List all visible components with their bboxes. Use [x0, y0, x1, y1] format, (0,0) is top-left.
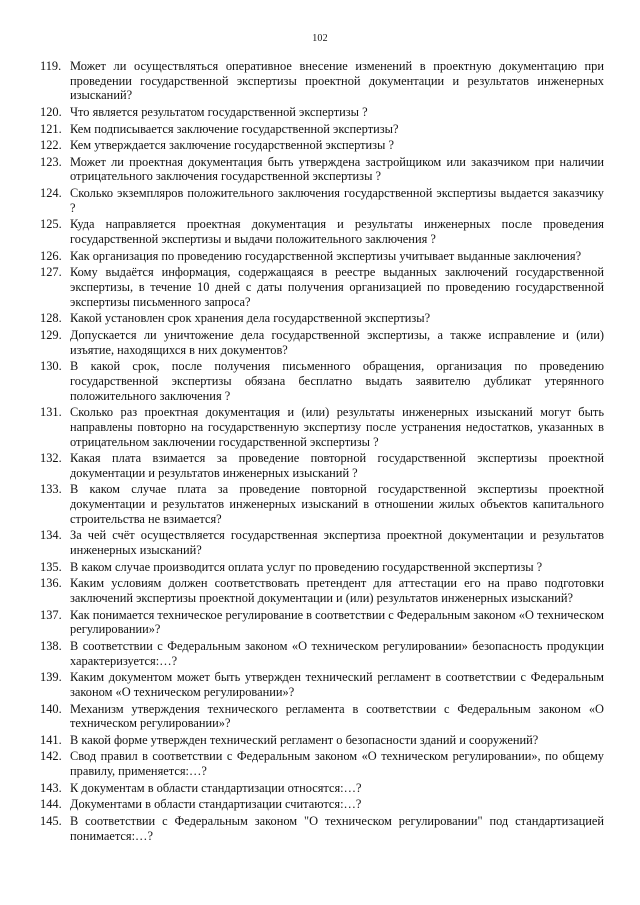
question-item [40, 138, 604, 153]
question-number: 120. [40, 105, 62, 119]
question-item [40, 311, 604, 326]
question-number: 119. [40, 59, 62, 73]
question-number: 123. [40, 154, 62, 169]
question-number: 122. [40, 138, 62, 153]
question-item [40, 814, 604, 843]
question-item [40, 265, 604, 309]
question-item [40, 639, 604, 668]
question-text: Свод правил в соответствии с Федеральным законом «О техническом регулировании», по общему правилу, применяется:…? [70, 749, 604, 779]
question-number: 144. [40, 797, 62, 812]
question-item [40, 733, 604, 748]
question-text: Каким документом может быть утвержден технический регламент в соответствии с Федеральным законом «О техническом регулировании»? [70, 670, 604, 699]
question-item [40, 670, 604, 699]
question-item [40, 482, 604, 526]
question-text: Как понимается техническое регулирование в соответствии с Федеральным законом «О техническом регулировании»? [70, 607, 604, 637]
question-text: Кем утверждается заключение государственной экспертизы ? [70, 138, 394, 153]
question-item [40, 405, 604, 449]
question-number: 127. [40, 265, 62, 280]
question-text: Механизм утверждения технического регламента в соответствии с Федеральным законом «О техническом регулировании»? [70, 701, 604, 731]
question-text: Кому выдаётся информация, содержащаяся в реестре выданных заключений государственной экспертизы, в течение 10 дней с даты получения организацией по проведению государственной экспертизы письменного запроса? [70, 265, 604, 309]
question-text: В каком случае производится оплата услуг по проведению государственной экспертизы ? [70, 559, 543, 574]
question-item [40, 186, 604, 215]
question-item [40, 576, 604, 605]
question-item [40, 781, 604, 796]
question-number: 133. [40, 482, 62, 497]
question-text: Сколько экземпляров положительного заключения государственной экспертизы выдается заказчику ? [70, 186, 604, 215]
question-number: 136. [40, 576, 62, 591]
question-text: Кем подписывается заключение государственной экспертизы? [70, 121, 399, 136]
question-list [40, 59, 604, 845]
question-number: 121. [40, 121, 62, 136]
question-number: 131. [40, 405, 62, 420]
question-number: 134. [40, 528, 62, 543]
question-text: В какой форме утвержден технический регламент о безопасности зданий и сооружений? [70, 732, 539, 747]
question-item [40, 359, 604, 403]
question-text: Документами в области стандартизации считаются:…? [70, 797, 362, 812]
question-number: 141. [40, 732, 62, 747]
page-number: 102 [312, 33, 328, 44]
question-number: 126. [40, 248, 62, 263]
question-item [40, 702, 604, 731]
question-item [40, 608, 604, 637]
question-number: 138. [40, 638, 62, 653]
question-number: 145. [40, 813, 62, 828]
question-text: Какой установлен срок хранения дела государственной экспертизы? [70, 311, 431, 326]
question-number: 125. [40, 217, 62, 232]
question-text: Каким условиям должен соответствовать претендент для аттестации его на право подготовки заключений экспертизы проектной документации и (или) результатов инженерных изысканий? [70, 576, 604, 606]
question-text: Как организация по проведению государственной экспертизы учитывает выданные заключения? [70, 248, 582, 263]
question-item [40, 249, 604, 264]
question-item [40, 105, 604, 120]
question-number: 129. [40, 327, 62, 342]
question-number: 142. [40, 749, 62, 764]
question-number: 140. [40, 701, 62, 716]
question-item [40, 122, 604, 137]
question-item [40, 328, 604, 357]
question-number: 139. [40, 670, 62, 685]
question-item [40, 451, 604, 480]
question-text: Допускается ли уничтожение дела государственной экспертизы, а также исправление и (или) изъятие, находящихся в них документов? [70, 327, 604, 357]
question-text: В соответствии с Федеральным законом «О техническом регулировании» безопасность продукции характеризуется:…? [70, 638, 604, 668]
question-item [40, 749, 604, 778]
question-number: 137. [40, 607, 62, 622]
question-number: 128. [40, 311, 62, 326]
question-text: В какой срок, после получения письменного обращения, организация по проведению государственной экспертизы обязана бесплатно выдать заявителю дубликат утерянного положительного заключения ? [70, 359, 604, 403]
question-number: 143. [40, 780, 62, 795]
question-text: Какая плата взимается за проведение повторной государственной экспертизы проектной документации и результатов инженерных изысканий ? [70, 451, 604, 480]
question-number: 132. [40, 451, 62, 466]
question-text: В соответствии с Федеральным законом "О техническом регулировании" под стандартизацией понимается:…? [70, 813, 604, 843]
question-number: 135. [40, 559, 62, 574]
question-item [40, 560, 604, 575]
question-text: Что является результатом государственной экспертизы ? [70, 105, 368, 119]
question-item [40, 217, 604, 246]
question-text: За чей счёт осуществляется государственная экспертиза проектной документации и результатов инженерных изысканий? [70, 528, 604, 558]
question-number: 130. [40, 359, 62, 374]
question-number: 124. [40, 186, 62, 201]
question-item [40, 155, 604, 184]
question-text: В каком случае плата за проведение повторной государственной экспертизы проектной документации и результатов инженерных изысканий в отношении жилых объектов капитального строительства не взимается? [70, 482, 604, 526]
question-item [40, 797, 604, 812]
question-text: Может ли проектная документация быть утверждена застройщиком или заказчиком при наличии отрицательного заключения государственной экспертизы ? [70, 154, 604, 184]
question-text: Куда направляется проектная документация и результаты инженерных после проведения государственной экспертизы и выдачи положительного заключения ? [70, 217, 604, 247]
question-text: Сколько раз проектная документация и (или) результаты инженерных изысканий могут быть направлены повторно на государственную экспертизу после устранения недостатков, указанных в отрицательном заключении государственной экспертизы ? [70, 405, 604, 449]
question-text: Может ли осуществляться оперативное внесение изменений в проектную документацию при проведении государственной экспертизы проектной документации и результатов инженерных изысканий? [70, 59, 604, 103]
question-text: К документам в области стандартизации относятся:…? [70, 780, 362, 795]
question-item [40, 528, 604, 557]
question-item [40, 59, 604, 103]
